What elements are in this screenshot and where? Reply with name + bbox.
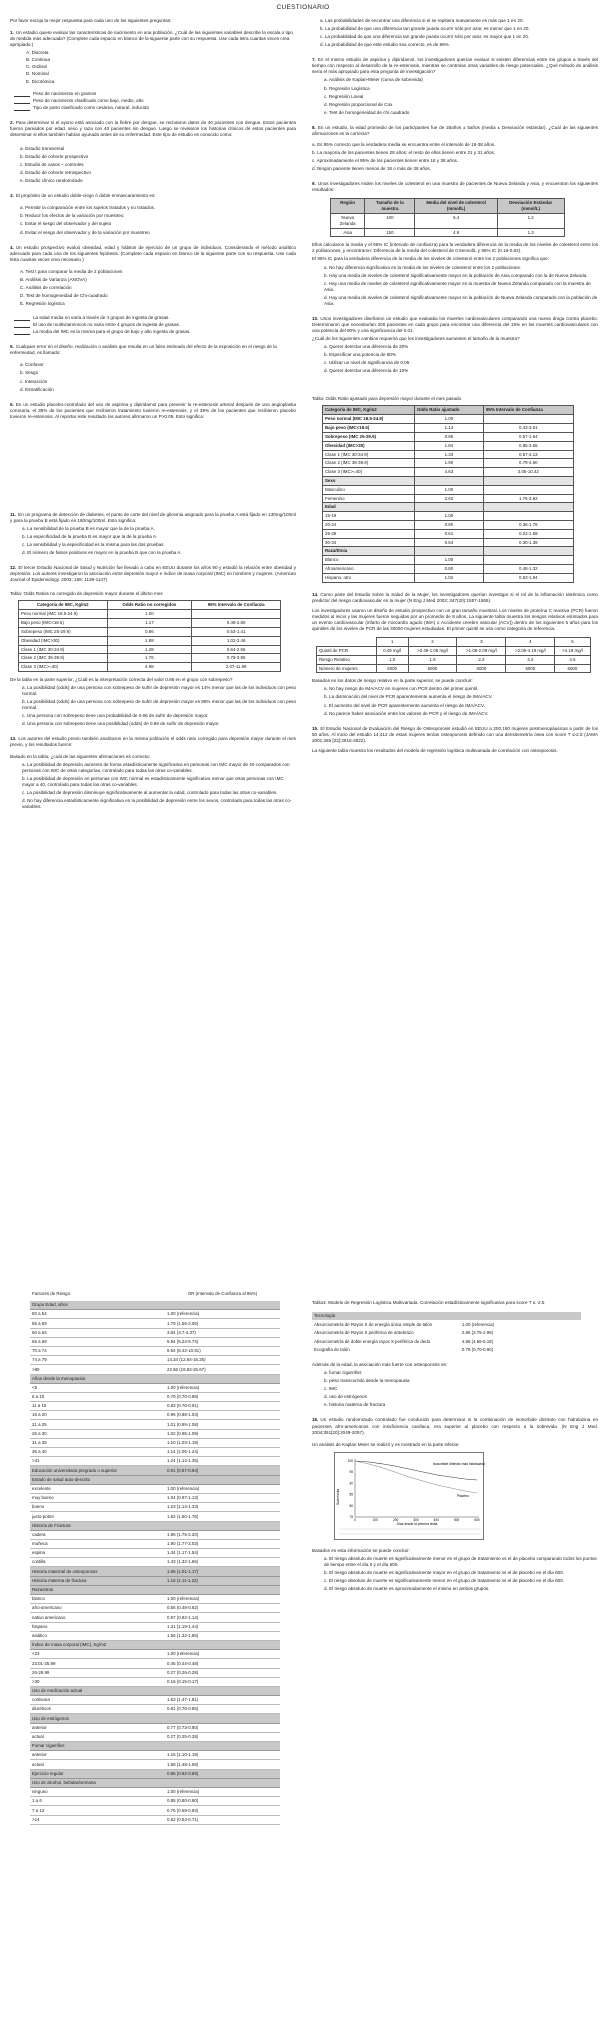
- answer-item: Tipo de parto clasificado como cesárea, natural, inducido: [14, 105, 296, 111]
- column-header: Factores de Riesgo: [32, 1291, 71, 1297]
- question-subtext: Basados en esta información se puede concluir:: [312, 1547, 410, 1553]
- table-row: blanco 1.00 (referencia): [30, 1595, 280, 1604]
- answer-option[interactable]: c. Hay una media de niveles de colesterol significativamente mayor en la muestra de Nueva Zelanda comparado con la muestra de Asia.: [324, 280, 591, 292]
- table-row: 26-29.99 0.27 (0.26-0.28): [30, 1668, 280, 1677]
- table-row: Quintil de PCR 0.49 mg/l >0.49-1.08 mg/l >1.08-2.09 mg/l >2.09-4.19 mg/l >4.19 mg/l: [317, 646, 591, 655]
- answer-option[interactable]: b. Sesgo: [20, 370, 39, 376]
- table-row: anterior 0.77 (0.73-0.80): [30, 1723, 280, 1732]
- table-row: Riesgo Relativo 1.0 1.8 2.3 3.2 4.5: [317, 655, 591, 664]
- table-row: Uso de estrógenos: [30, 1714, 280, 1723]
- table-row: Clase 1 (IMC 30-34.9) 1.28 0.64-2.56: [19, 645, 281, 654]
- table-row: <5 1.00 (referencia): [30, 1383, 280, 1392]
- table-row: Bajo peso (IMC<18.5) 1.13 0.43-3.01: [323, 424, 574, 433]
- answer-item: La media del IMC es la misma para el grupo de bajo y alto ingesta de grasas.: [14, 329, 296, 335]
- answer-blank[interactable]: [14, 320, 30, 321]
- question-3: 3. El propósito de un estudio doble-ciego ó doble enmascaramiento es: a. Permitir la comparación entre los sujetos tratados y no tratados. b. Reducir los efectos de la variación por muestreo. c. Evitar el sesgo del observador y del sujeto d. Evitar el sesgo del observador y de la variación por muestreo: [10, 193, 296, 235]
- answer-option[interactable]: b. La mayoría de los pacientes tienen 28 años; el resto de ellos tienen entre 21 y 31 años.: [312, 149, 496, 155]
- table-row: Grupo Edad, años: [30, 1301, 280, 1310]
- table-row: Fumar cigarrillos: [30, 1742, 280, 1751]
- question-text: El tercer Estudio Nacional de Salud y Nutrición fue llevado a cabo en EEUU durante los años 90 y estudió la relación entre obesidad y depresión. Los autores investigaron la asociación entre depresión mayor e índice de masa corporal (IMC) en hombres y mujeres. (American Journal of Epidemiology. 2003; 158: 1139-1147): [10, 565, 296, 583]
- left-column: [10, 18, 296, 813]
- right-column: [312, 18, 598, 757]
- question-text: En un estudio placebo-controlado del uso de aspirina y dipiridamol para prevenir la re-estenosis arterial después de una angioplastia coronaria, el 38% de los pacientes que recibieron tratamiento tuvieron re-estenosis, y el 39% de los pacientes que recibieron placebo tuvieron re-estenosis. Al reportar este resultado los autores afirmaron un P>0.05. Esto significa:: [10, 401, 296, 419]
- x-tick-label: 300: [413, 1517, 419, 1522]
- answer-option[interactable]: e. Test de homogeneidad de chi cuadrado: [324, 109, 410, 115]
- scale-option: A. Test t para comparar la media de 2 poblaciones: [20, 268, 123, 274]
- table-row: >30 0.16 (0.15-0.17): [30, 1677, 280, 1686]
- answer-option[interactable]: a. El riesgo absoluto de muerte es significativamente menor en el grupo de tratamiento vs el de placebo comparando todos los puntos de tiempo entre el día 0 y el día 600.: [324, 1555, 597, 1567]
- table-row: >80 22.56 (19.82-25.67): [30, 1365, 280, 1374]
- question-subtext: Basados en los datos de riesgo relativo en la parte superior, se puede concluir:: [312, 678, 473, 684]
- question-subtext: Los investigadores usaron un diseño de estudio prospectivo con un gran tamaño muestral. Los niveles de proteína C reactiva (PCR) fueron medidos al inicio y las mujeres fueron seguidas por un promedio de 8 años. La siguiente tabla muestra los riesgos relativos estimados para un evento cardiovascular (infarto de miocardio agudo (IMA) o Accidente cerebro vascular (ACV)) dentro de los siguientes 5 años para los quintiles de los niveles de PCR de las 30000 mujeres estudiadas. El primer quintil se usa como categoría de referencia.: [312, 607, 598, 631]
- table-row: muy bueno 1.04 (0.97-1.13): [30, 1493, 280, 1502]
- x-tick-label: 400: [433, 1517, 439, 1522]
- question-text: Unos investigadores diseñaron un estudio que evaluaba los muertes cardiovasculares comparando una nueva droga contra placebo. Determinaron que necesitarían 200 pacientes en cada grupo para encontrar una diferencia del 15% en los muertes cardiovasculares con una potencia del 90% y una significancia del 0.01.: [312, 315, 598, 333]
- question-1: [10, 30, 296, 111]
- table-caption: Tabla: Odds Ratios no corregido de depresión mayor durante el último mes: [10, 591, 163, 597]
- question-text: Unos investigadores miden los niveles de colesterol en una muestra de pacientes de Nueva Zelanda y Asia, y encuentran los siguientes resultados:: [312, 181, 598, 193]
- table-row: 36 a 40 1.14 (1.05-1.24): [30, 1448, 280, 1457]
- answer-option[interactable]: d. Ningún paciente tienen menos de 18 o más de 38 años.: [312, 166, 432, 172]
- question-text: Un estadio quiere evaluar las características de nacimiento en una población. ¿Cuál de las siguientes variables describe la escala o tipo de medida más adecuada? (Complete cada espacio en blanco de la siguiente parte con su respuesta. Use cada letra cuantas veces crea apropiado.): [10, 30, 293, 48]
- answer-option[interactable]: c. Estudio de casos – controles: [20, 162, 84, 168]
- question-text: Cualquier error en el diseño, realización o análisis que resulta en un falso estimado del efecto de la exposición en el riesgo de la enfermedad, es llamado:: [10, 344, 277, 356]
- table-row: Obesidad (IMC>30) 1.88 1.02-3.46: [19, 636, 281, 645]
- answer-blank[interactable]: [14, 110, 30, 111]
- answer-option[interactable]: a. Análisis de Kaplan-Meier (curva de sobrevida): [324, 77, 423, 83]
- table-row: Absorciometría de doble energía rayos X periférica de dedo 4.86 (4.56-5.18): [314, 1338, 494, 1344]
- table-row: Masculino 1.00: [323, 485, 574, 494]
- table-row: justo-pobre 1.62 (1.50-1.76): [30, 1512, 280, 1521]
- table-row: Historia materna de fractura 1.16 (1.11-1.22): [30, 1576, 280, 1585]
- answer-blank[interactable]: [14, 334, 30, 335]
- table-row: 21 a 25 1.01 (0.95-1.08): [30, 1420, 280, 1429]
- table-row: Uso de alcohol, bebidas/semana: [30, 1778, 280, 1787]
- x-tick-label: 500: [454, 1517, 460, 1522]
- table-row: 30-34 0.64 0.30-1.39: [323, 538, 574, 547]
- answer-option[interactable]: d. El número de falsos positivos es mayor en la prueba B que con la prueba A.: [22, 550, 182, 556]
- table-row: asiático 1.56 (1.32-1.85): [30, 1631, 280, 1640]
- instructions: Por favor escoja la mejor respuesta para cada uno de los siguientes preguntas:: [10, 18, 172, 23]
- answer-option[interactable]: d. Estratificación: [20, 386, 54, 392]
- table-row: 7 a 13 0.76 (0.69-0.83): [30, 1806, 280, 1815]
- question-13: 13. Los autores del estudio previo también analizaron en la misma población el odds ratio corregido para depresión mayor durante el mes previo, y los resultados fueron: Basado en la tabla, ¿cuál de las siguientes afirmaciones es correcta: a. La posibilidad de depresión aumento de forma estadísticamente significativa en personas con IMC mayor de 40 comparados con personas con IMC de otras categorías, controlado para todas las otras co-variables. b. La posibilidad de depresión en personas con IMC normal es estadísticamente significativo menor que otras personas con IMC mayor a 40, controlado para todas las otras co-variables. c. La posibilidad de depresión disminuye significativamente al aumentar la edad, controlado para todas las otras co-variables. d. No hay diferencia estadísticamente significativa en la posibilidad de depresión entre los sexos, controlado para todas las otras co-variables.: [10, 736, 296, 809]
- table-row: 25-29 0.61 0.22-1.69: [323, 529, 574, 538]
- question-subtext: De la tabla en la parte superior, ¿Cuál es la interpretación correcta del valor 0.86 en el grupo con sobrepeso?: [10, 676, 233, 682]
- answer-option[interactable]: a. Las probabilidades de encontrar una diferencia si el se repitiera nuevamente es más que 1 en 20.: [320, 18, 524, 23]
- question-text: En el mismo estudio de aspirina y dipiridamol, los investigadores querían evaluar si existen diferencias entre los grupos a través del tiempo con respecto al desarrollo de la re-estenosis, mientras se controlan otras variables de riesgo potenciales. ¿Qué método de análisis sería el más apropiado para esta pregunta de investigación?: [312, 57, 598, 75]
- cholesterol-table: Región Tamaño de la muestra Media del nivel de colesterol (mmol/L) Desviación Estándar (mmol/L) Nueva Zelanda 100 5.4 1.2 Asia 150 4.9 1.3: [330, 198, 565, 237]
- table-row: 55 a 59 1.79 (1.56-2.06): [30, 1319, 280, 1328]
- question-text: Un estudio prospectivo evaluó obesidad, edad y hábitos de ejercicio de un grupo de individuos. Considerando el método analítico adecuado para cada una de los siguientes hipótesis. (Complete cada espacio en blanco de la siguiente parte con su respuesta. Use cada letra cuantas veces crea necesario.): [10, 244, 296, 262]
- answer-option[interactable]: c. La sensibilidad y la especificidad es la misma para las dos pruebas.: [22, 542, 165, 548]
- kaplan-meier-chart: [334, 1452, 484, 1540]
- or-table-unadjusted: Categoría de IMC, Kg/m2 Odds Ratio no corregidos 95% Intervalo de Confianza Peso normal (IMC 18.5-24.9) 1.00 Bajo peso (IMC<18.5) 1.17 0.49-2.80 Sobrepeso (IMC 25-29.9) 0.86 0.53-1.41 Obesidad (IMC>30) 1.88 1.02-3.46 Clase 1 (IMC 30-34.9) 1.28 0.64-2.56 Clase 2 (IMC 35-39.9) 1.76 0.79-3.95 Clase 3 (IMC>=40) 4.98 2.07-11.99: [18, 600, 281, 672]
- or-table-adjusted: Categoría de IMC, Kg/m2 Odds Ratio ajustado 95% Intervalo de Confianza Peso normal (IMC 18.5-24.9) 1.00 Bajo peso (IMC<18.5) 1.13 0.43-3.01 Sobrepeso (IMC 25-29.9) 0.96 0.57-1.64 Obesidad (IMC>30) 1.84 0.85-3.55 Clase 1 (IMC 30-34.9) 1.33 0.57-3.13 Clase 2 (IMC 35-39.9) 1.90 0.79-4.60 Clase 3 (IMC>=40) 4.63 2.06-10.42 Sexo Masculino 1.00 Femenino 2.62 1.76-3.92 Edad 15-19 1.00 20-24 0.80 0.36-1.78 25-29 0.61 0.22-1.69 30-34 0.64 0.30-1.39 Raza/Etnia Blanco 1.00 Afroamericano 0.80 0.48-1.32 Hispano, otro 1.02 0.53-1.94: [322, 405, 574, 582]
- table-row: bueno 1.23 (1.14-1.33): [30, 1503, 280, 1512]
- table-row: actual 1.58 (1.48-1.68): [30, 1760, 280, 1769]
- answer-blank[interactable]: [14, 96, 30, 97]
- table-row: 60 a 64 3.84 (3.7-4.37): [30, 1328, 280, 1337]
- question-6: 6. En un estudio placebo-controlado del uso de aspirina y dipiridamol para prevenir la re-estenosis arterial después de una angioplastia coronaria, el 38% de los pacientes que recibieron tratamiento tuvieron re-estenosis, y el 39% de los pacientes que recibieron placebo tuvieron re-estenosis. Al reportar este resultado los autores afirmaron un P>0.05. Esto significa:: [10, 401, 296, 419]
- answer-option[interactable]: e. historia materna de fractura: [324, 1402, 386, 1408]
- scale-option: B. Continua: [26, 57, 51, 63]
- table-row: Número de mujeres 6000 6000 6000 6000 6000: [317, 664, 591, 673]
- question-subtext: Además de la edad, la asociación más fuerte con osteoporosis es:: [312, 1362, 448, 1368]
- risk-factors-block: [30, 1290, 280, 1825]
- question-5: 5. Cualquier error en el diseño, realización o análisis que resulta en un falso estimado del efecto de la exposición en el riesgo de la enfermedad, es llamado: a. Confusor b. Sesgo c. Interacción d. Estratificación: [10, 344, 296, 392]
- scale-option: A. Discreta: [26, 50, 49, 56]
- answer-option[interactable]: d. No hay diferencia estadísticamente significativa en la posibilidad de depresión entre los sexos, controlado para todas las otras co-variables.: [22, 797, 292, 809]
- answer-item: La edad media no varía a través de 4 grupos de ingesta de grasas.: [14, 315, 296, 321]
- question-subtext: Basado en la tabla, ¿cuál de las siguientes afirmaciones es correcta:: [10, 753, 150, 759]
- answer-option[interactable]: c. Interacción: [20, 378, 48, 384]
- answer-option[interactable]: b. El riesgo absoluto de muerte es significativamente mayor en el grupo de tratamiento vs el de placebo en el día 600.: [324, 1569, 565, 1575]
- table-row: Hispano, otro 1.02 0.53-1.94: [323, 573, 574, 582]
- answer-option[interactable]: b. Estudio de cohorte prospectivo: [20, 154, 89, 159]
- table-row: 15-19 1.00: [323, 512, 574, 521]
- answer-option[interactable]: d. Hay una media de niveles de colesterol significativamente mayor en la población de Nueva Zelanda comparado con la población de Asia.: [324, 294, 598, 306]
- answer-option[interactable]: c. Utilizar un nivel de significancia de 0.05: [324, 360, 410, 366]
- table-row: Sobrepeso (IMC 25-29.9) 0.86 0.53-1.41: [19, 627, 281, 636]
- table-row: Sobrepeso (IMC 25-29.9) 0.96 0.57-1.64: [323, 432, 574, 441]
- scale-options: [26, 50, 296, 84]
- table-row: Raza/Etnia: [323, 547, 574, 556]
- x-tick-label: 600: [474, 1517, 480, 1522]
- table-row: Estado de salud auto-descrito: [30, 1475, 280, 1484]
- table-row: 50 a 54 1.00 (referencia): [30, 1310, 280, 1319]
- table-row: 16 a 20 0.96 (0.88-1.03): [30, 1411, 280, 1420]
- answer-option[interactable]: c. La posibilidad de depresión disminuye significativamente al aumentar la edad, controlado para todas las otras co-variables.: [22, 789, 278, 795]
- question-text: Para determinar si el ayuno está asociado con la fiebre por dengue, se reclutaron datos de 40 pacientes con dengue. Estos pacientes fueron pareados por edad, sexo y raza con 40 pacientes sin dengue. Luego se revisaron los historias clínicos de estos pacientes para determinar si ellos también habían ayunado antes de su enfermedad. Este tipo de estudio es conocido como:: [10, 119, 296, 137]
- question-text: Como parte del Estudio sobre la Salud de la Mujer, los investigadores querían investigar si el rol de la inflamación sistémica como predictor del riesgo cardiovascular en la mujer (N Eng J Med 2002; 347(20):1557-1565).: [312, 591, 598, 603]
- question-text: El Estudio Nacional de Evaluación del Riesgo de Osteoporosis estudió en EEUU a 200,160 mujeres postmenopáusicas a partir de los 50 años. Al inicio del estudio 14,412 de estas mujeres tenían osteoporosis definido con una densitometría ósea con score T ≤-2.5 (JAMA 2001;286 [22]:2815-2822).: [312, 725, 598, 743]
- scale-option: D. Test de homogeneidad de Chi-cuadrado: [20, 292, 108, 298]
- table-row: 74 a 79 14.34 (12.64-16.26): [30, 1356, 280, 1365]
- table-row: espina 1.34 (1.17-1.54): [30, 1549, 280, 1558]
- table-row: ninguno 1.00 (referencia): [30, 1787, 280, 1796]
- answer-option[interactable]: b. La posibilidad (odds) de una persona con sobrepeso de sufrir de depresión mayor es 86% menor que las de los individuos con peso normal.: [22, 699, 297, 711]
- answer-option[interactable]: a. fumar cigarrillos: [324, 1370, 362, 1376]
- table-row: Afroamericano 0.80 0.48-1.32: [323, 565, 574, 574]
- answer-option[interactable]: b. peso transcurrido desde la menopausia: [324, 1378, 410, 1384]
- pcr-table: 1 2 3 4 5 Quintil de PCR 0.49 mg/l >0.49-1.08 mg/l >1.08-2.09 mg/l >2.09-4.19 mg/l >4.19 mg/l Riesgo Relativo 1.0 1.8 2.3 3.2 4.5 Número de mujeres 6000 6000 6000 6000 6000: [316, 637, 591, 673]
- table-row: hispano 1.31 (1.19-1.44): [30, 1622, 280, 1631]
- table-row: Clase 1 (IMC 30-34.9) 1.33 0.57-3.13: [323, 450, 574, 459]
- answer-option[interactable]: b. La especificidad de la prueba B es mayor que la de la prueba A.: [22, 534, 158, 539]
- answer-option[interactable]: c. Aproximadamente el 95% de los pacientes tienen entre 18 y 38 años.: [312, 158, 459, 163]
- question-subtext: La siguiente tabla muestra los resultados del modelo de regresión logística multivariada de correlación con osteoporosis.: [312, 747, 558, 753]
- answer-option[interactable]: c. Una persona con sobrepeso tiene una probabilidad de 0.86 de sufrir de depresión mayor.: [22, 713, 209, 719]
- question-text: En un programa de detección de diabetes, el punto de corte del nivel de glicemia asignado para la prueba A está fijado en 130mg/100ml y para la prueba B está fijado en 160mg/100ml. Esto significa:: [10, 511, 296, 523]
- table-row: Blanco 1.00: [323, 556, 574, 565]
- table-row: Uso de medicación actual: [30, 1686, 280, 1695]
- y-axis-label: Sobrevida: [336, 1488, 340, 1505]
- table-row: Raza/etnia: [30, 1585, 280, 1594]
- page-title: CUESTIONARIO: [276, 4, 330, 11]
- table-row: 70 a 74 9.54 (8.42-10.81): [30, 1346, 280, 1355]
- question-subtext: El 95% IC para la verdadera diferencia de la media de los niveles de colesterol entre los 2 poblaciones significa que:: [312, 256, 549, 262]
- question-text: El propósito de un estudio doble-ciego ó doble enmascaramiento es:: [15, 193, 156, 199]
- question-14: 14. Como parte del Estudio sobre la Salud de la Mujer, los investigadores querían investigar si el rol de la inflamación sistémica como predictor del riesgo cardiovascular en la mujer (N Eng J Med 2002; 347(20):1557-1565). Los investigadores usaron un diseño de estudio prospectivo con un gran tamaño muestral. Los niveles de proteína C reactiva (PCR) fueron medidos al inicio y las mujeres fueron seguidas por un promedio de 8 años. La siguiente tabla muestra los riesgos relativos estimados para un evento cardiovascular (infarto de miocardio agudo (IMA) o Accidente cerebro vascular (ACV)) dentro de los siguientes 5 años para los quintiles de los niveles de PCR de las 30000 mujeres estudiadas. El primer quintil se usa como categoría de referencia. 1 2 3 4 5 Quintil de PCR 0.49 mg/l >0.49-1.08 mg/l >1.08-2.09 mg/l >2.09-4.19 mg/l >4.19 mg/l Riesgo Relativo 1.0 1.8 2.3 3.2 4.5 Número de mujeres 6000 6000 6000 6000 6000 Basados en los datos de riesgo relativo en la parte superior, se puede concluir: a. No hay riesgo de IMA/ACV en mujeres con PCR dentro del primer quintil. b. La disminución del nivel de PCR aparentemente aumenta el riesgo de IMA/ACV. c. El aumento del nivel de PCR aparentemente aumenta el riesgo de IMA/ACV. d. No parece haber asociación entre los valores de PCR y el riesgo de IMA/ACV.: [312, 591, 598, 716]
- answer-option[interactable]: b. La disminución del nivel de PCR aparentemente aumenta el riesgo de IMA/ACV.: [324, 694, 493, 700]
- scale-option: E. Regresión logística: [20, 301, 65, 306]
- table-row: Peso normal (IMC 18.5-24.9) 1.00: [323, 415, 574, 424]
- question-2: 2. Para determinar si el ayuno está asociado con la fiebre por dengue, se reclutaron datos de 40 pacientes con dengue. Estos pacientes fueron pareados por edad, sexo y raza con 40 pacientes sin dengue. Luego se revisaron los historias clínicos de estos pacientes para determinar si ellos también habían ayunado antes de su enfermedad. Este tipo de estudio es conocido como: a. Estudio transversal b. Estudio de cohorte prospectivo c. Estudio de casos – controles d. Estudio de cohorte retrospectivo e. Estudio clínico randomizado: [10, 119, 296, 184]
- table-row: Educación universitaria pregrado o superior 0.91 (0.87-0.94): [30, 1466, 280, 1475]
- table-row: Obesidad (IMC>30) 1.84 0.85-3.55: [323, 441, 574, 450]
- table-row: Edad: [323, 503, 574, 512]
- y-tick-label: 80: [349, 1503, 353, 1508]
- answer-option[interactable]: b. Especificar una potencia de 80%: [324, 352, 397, 358]
- table-row: >14 0.62 (0.54-0.71): [30, 1815, 280, 1824]
- answer-option[interactable]: e. Estudio clínico randomizado: [20, 178, 83, 184]
- table-caption: Tabla: Odds Ratio ajustado para depresión mayor durante el mes pasado: [312, 396, 462, 402]
- answer-option[interactable]: b. Hay una media de niveles de colesterol significativamente mayor en la población de Asia comparado con la de Nueva Zelanda.: [324, 272, 588, 278]
- answer-option[interactable]: a. La posibilidad de depresión aumento de forma estadísticamente significativa en personas con IMC mayor de 40 comparados con personas con IMC de otras categorías, controlado para todas las otras co-variables.: [22, 761, 290, 773]
- answer-item: Peso de nacimiento clasificado como bajo, medio, alto: [14, 98, 296, 104]
- table-row: actual 0.27 (0.25-0.28): [30, 1732, 280, 1741]
- table-row: >41 1.24 (1.14-1.35): [30, 1457, 280, 1466]
- question-subtext: ¿Cuál de los siguientes cambios requerirá que los investigadores aumenten el tamaño de la muestra?: [312, 336, 520, 342]
- table-row: afro-americano 0.55 (0.48-0.62): [30, 1604, 280, 1613]
- answer-option[interactable]: d. No parece haber asociación entre los valores de PCR y el riesgo de IMA/ACV.: [324, 710, 489, 716]
- answer-option[interactable]: b. La probabilidad de que una diferencia tan grande pueda ocurrir sólo por azar, es menor que 1 en 20.: [320, 26, 530, 32]
- table-row: Años desde la menopausia: [30, 1374, 280, 1383]
- table-row: costilla 1.43 (1.32-1.56): [30, 1558, 280, 1567]
- column-header: OR (Intervalo de Confianza al 95%): [187, 1291, 258, 1297]
- table-row: excelente 1.00 (referencia): [30, 1484, 280, 1493]
- scale-option: C. Análisis de correlación: [20, 284, 72, 290]
- scale-option: C. Ordinal: [26, 64, 47, 70]
- answer-option[interactable]: a. Confusor: [20, 362, 44, 368]
- answer-option[interactable]: d. La probabilidad de que este estudio sea correcto, es de 95%.: [320, 42, 450, 48]
- answer-option[interactable]: a. Permitir la comparación entre los sujetos tratados y no tratados.: [20, 205, 156, 211]
- answer-option[interactable]: c. IMC: [324, 1386, 338, 1392]
- table-row: Asia 150 4.9 1.3: [331, 228, 565, 237]
- y-tick-label: 90: [349, 1481, 353, 1486]
- answer-option[interactable]: a. La sensibilidad de la prueba B es mayor que la de la prueba A.: [22, 525, 155, 531]
- answer-option[interactable]: a. La posibilidad (odds) de una persona con sobrepeso de sufrir de depresión mayor es 14% menor que las de los individuos con peso normal.: [22, 685, 297, 697]
- table-row: 6 a 10 0.79 (0.70-0.89): [30, 1392, 280, 1401]
- table-row: 1 a 6 0.85 (0.80-0.90): [30, 1797, 280, 1806]
- answer-option[interactable]: d. Regresión proporcional de Cox: [324, 101, 393, 107]
- technology-table: Tecnología Absorciometría de Rayos X de energía única simple de talón 1.00 (referencia) Absorciometría de Rayos X periférica de antebrazo 2.86 (2.75-2.99) Absorciometría de doble energía rayos X periférica de dedo 4.86 (4.56-5.18) Ecografía de talón 0.79 (0.70-0.90): [312, 1312, 581, 1354]
- answer-option[interactable]: b. La posibilidad de depresión en personas con IMC normal es estadísticamente significativo menor que otras personas con IMC mayor a 40, controlado para todas las otras co-variables.: [22, 775, 284, 787]
- table-row: anterior 1.16 (1.10-1.19): [30, 1751, 280, 1760]
- table-row: cadera 1.96 (1.75-2.20): [30, 1530, 280, 1539]
- table-row: Femenino 2.62 1.76-3.92: [323, 494, 574, 503]
- question-text: Los autores del estudio previo también analizaron en la misma población el odds ratio corregido para depresión mayor durante el mes previo, y los resultados fueron:: [10, 736, 296, 748]
- answer-option[interactable]: d. El riesgo absoluto de muerte es aproximadamente el mismo en ambos grupos.: [324, 1586, 490, 1592]
- answer-option[interactable]: b. Regresión Logística: [324, 85, 370, 91]
- scale-option: D. Nominal: [26, 71, 49, 77]
- table-row: Clase 2 (IMC 35-39.9) 1.76 0.79-3.95: [19, 654, 281, 663]
- answer-option[interactable]: a. Querer detectar una diferencia de 20%: [324, 344, 409, 350]
- question-number: 1.: [10, 30, 14, 36]
- answer-item: El uso de multivitamínicos no varía entre 4 grupos de ingesta de grasas.: [14, 322, 296, 328]
- answer-option[interactable]: c. El riesgo absoluto de muerte es significativamente menor en el grupo de tratamiento vs el de placebo en el día 600.: [324, 1577, 565, 1583]
- table-row: muñeca 1.90 (1.77-2.03): [30, 1539, 280, 1548]
- table-row: Nueva Zelanda 100 5.4 1.2: [331, 213, 565, 228]
- question-7: 7. En el mismo estudio de aspirina y dipiridamol, los investigadores querían evaluar si existen diferencias entre los grupos a través del tiempo con respecto al desarrollo de la re-estenosis, mientras se controlan otras variables de riesgo potenciales. ¿Qué método de análisis sería el más apropiado para esta pregunta de investigación? a. Análisis de Kaplan-Meier (curva de sobrevida) b. Regresión Logística c. Regresión Lineal d. Regresión proporcional de Cox e. Test de homogeneidad de chi cuadrado: [312, 57, 598, 115]
- legend-placebo: Placebo: [457, 1493, 469, 1498]
- table-row: nativo americano 0.97 (0.82-1.14): [30, 1613, 280, 1622]
- y-tick-label: 95: [349, 1469, 353, 1474]
- y-ticks: [348, 1459, 354, 1519]
- x-axis-label: Días desde la primera visita: [396, 1521, 438, 1526]
- question-subtext: Ellos calcularon la media y el 95% IC (intervalo de confianza) para la verdadera diferencia de la media de los niveles de colesterol entre los 2 poblaciones, y encontraron: Diferencia de la media del colesterol de 0.5mmol/L y 95% IC (0.18-0.82).: [312, 242, 598, 254]
- table-row: 65 a 69 5.94 (5.24-6.74): [30, 1337, 280, 1346]
- table-row: diuréticos 0.81 (0.76-0.85): [30, 1705, 280, 1714]
- risk-factors-table: [30, 1290, 280, 1825]
- table-row: Absorciometría de Rayos X de energía única simple de talón 1.00 (referencia): [314, 1321, 495, 1327]
- question-4: 4. Un estudio prospectivo evaluó obesidad, edad y hábitos de ejercicio de un grupo de individuos. Considerando el método analítico adecuado para cada una de los siguientes hipótesis. (Complete cada espacio en blanco de la siguiente parte con su respuesta. Use cada letra cuantas veces crea necesario.) A. Test t para comparar la media de 2 poblaciones B. Análisis de Varianza (ANOVA) C. Análisis de correlación D. Test de homogeneidad de Chi-cuadrado E. Regresión logística La edad media no varía a través de 4 grupos de ingesta de grasas. El uso de multivitamínicos no varía entre 4 grupos de ingesta de grasas. La media del IMC es la misma para el grupo de bajo y alto ingesta de grasas.: [10, 244, 296, 335]
- answer-option[interactable]: c. El aumento del nivel de PCR aparentemente aumenta el riesgo de IMA/ACV.: [324, 702, 485, 708]
- table-row: cortisona 1.63 (1.47-1.81): [30, 1696, 280, 1705]
- bottom-right-block: [312, 1290, 598, 1595]
- table-row: Historia de Fractura: [30, 1521, 280, 1530]
- x-tick-label: 0: [354, 1517, 356, 1522]
- answer-option[interactable]: d. Querer detectar una diferencia de 10%: [324, 368, 409, 374]
- table-row: Absorciometría de Rayos X periférica de antebrazo 2.86 (2.75-2.99): [314, 1330, 494, 1336]
- answer-option[interactable]: c. La probabilidad de que una diferencia tan grande pueda ocurrir sólo por azar, es mayor que 1 en 20.: [320, 34, 530, 40]
- kaplan-meier-svg: [335, 1453, 485, 1541]
- table-row: Clase 3 (IMC>=40) 4.98 2.07-11.99: [19, 663, 281, 672]
- answer-option[interactable]: d. Estudio de cohorte retrospectivo: [20, 170, 91, 176]
- answer-option[interactable]: c. Evitar el sesgo del observador y del sujeto: [20, 221, 112, 227]
- answer-option[interactable]: a. Es 95% correcto que la verdadera media se encuentra entre el intervalo de 18-38 años.: [312, 141, 496, 147]
- question-text: Un estudio randomizado controlado fue conducido para determinar si la combinación de isosorbide dinitrato con hidralazina en pacientes afro-americanos con insuficiencia cardíaca, era superior al placebo con respecto a la sobrevida. (N Eng J Med. 2004;351[20]:2049-2057).: [312, 1417, 598, 1435]
- question-8: 8. En un estudio, la edad promedio de los participantes fue de 28años ± 5años (media ± Desviación estándar). ¿Cuál de las siguientes afirmaciones es la correcta? a. Es 95% correcto que la verdadera media se encuentra entre el intervalo de 18-38 años. b. La mayoría de los pacientes tienen 28 años; el resto de ellos tienen entre 21 y 31 años. c. Aproximadamente el 95% de los pacientes tienen entre 18 y 38 años. d. Ningún paciente tienen menos de 18 o más de 38 años.: [312, 124, 598, 172]
- table-row: 31 a 35 1.10 (1.03-1.19): [30, 1438, 280, 1447]
- question-subtext: Un análisis de Kaplan Meier se realizó y es mostrado en la parte inferior.: [312, 1441, 460, 1447]
- question-9: 9. Unos investigadores miden los niveles de colesterol en una muestra de pacientes de Nueva Zelanda y Asia, y encuentran los siguientes resultados: Región Tamaño de la muestra Media del nivel de colesterol (mmol/L) Desviación Estándar (mmol/L) Nueva Zelanda 100 5.4 1.2 Asia 150 4.9 1.3 Ellos calcularon la media y el 95% IC (intervalo de confianza) para la verdadera diferencia de la media de los niveles de colesterol entre los 2 poblaciones, y encontraron: Diferencia de la media del colesterol de 0.5mmol/L y 95% IC (0.18-0.82). El 95% IC para la verdadera diferencia de la media de los niveles de colesterol entre los 2 poblaciones significa que: a. No hay diferencia significativa en la media de los niveles de colesterol entre los 2 poblaciones. b. Hay una media de niveles de colesterol significativamente mayor en la población de Asia comparado con la de Nueva Zelanda. c. Hay una media de niveles de colesterol significativamente mayor en la muestra de Nueva Zelanda comparado con la muestra de Asia. d. Hay una media de niveles de colesterol significativamente mayor en la población de Nueva Zelanda comparado con la población de Asia.: [312, 181, 598, 306]
- table-row: 23.01-25.99 0.46 (0.44-0.48): [30, 1659, 280, 1668]
- table-row: Clase 3 (IMC>=40) 4.63 2.06-10.42: [323, 468, 574, 477]
- answer-option[interactable]: c. Regresión Lineal: [324, 93, 364, 99]
- answer-option[interactable]: a. No hay riesgo de IMA/ACV en mujeres con PCR dentro del primer quintil.: [324, 686, 479, 692]
- scale-option: E. Dicotómica: [26, 78, 55, 84]
- question-15: 15. El Estudio Nacional de Evaluación del Riesgo de Osteoporosis estudió en EEUU a 200,160 mujeres postmenopáusicas a partir de los 50 años. Al inicio del estudio 14,412 de estas mujeres tenían osteoporosis definido con una densitometría ósea con score T ≤-2.5 (JAMA 2001;286 [22]:2815-2822). La siguiente tabla muestra los resultados del modelo de regresión logística multivariada de correlación con osteoporosis.: [312, 725, 598, 753]
- answer-blank[interactable]: [14, 103, 30, 104]
- answer-blank[interactable]: [14, 327, 30, 328]
- legend-treatment: Isosorbide dinitrato más hidralazina: [433, 1461, 485, 1466]
- answer-option[interactable]: a. Estudio transversal: [20, 145, 65, 151]
- question-10: 10. Unos investigadores diseñaron un estudio que evaluaba los muertes cardiovasculares comparando una nueva droga contra placebo. Determinaron que necesitarían 200 pacientes en cada grupo para encontrar una diferencia del 15% en los muertes cardiovasculares con una potencia del 90% y una significancia del 0.01. ¿Cuál de los siguientes cambios requerirá que los investigadores aumenten el tamaño de la muestra? a. Querer detectar una diferencia de 20% b. Especificar una potencia de 80% c. Utilizar un nivel de significancia de 0.05 d. Querer detectar una diferencia de 10%: [312, 315, 598, 374]
- question-12: 12. El tercer Estudio Nacional de Salud y Nutrición fue llevado a cabo en EEUU durante los años 90 y estudió la relación entre obesidad y depresión. Los autores investigaron la asociación entre depresión mayor e índice de masa corporal (IMC) en hombres y mujeres. (American Journal of Epidemiology. 2003; 158: 1139-1147) Tabla: Odds Ratios no corregido de depresión mayor durante el último mes Categoría de IMC, Kg/m2 Odds Ratio no corregidos 95% Intervalo de Confianza Peso normal (IMC 18.5-24.9) 1.00 Bajo peso (IMC<18.5) 1.17 0.49-2.80 Sobrepeso (IMC 25-29.9) 0.86 0.53-1.41 Obesidad (IMC>30) 1.88 1.02-3.46 Clase 1 (IMC 30-34.9) 1.28 0.64-2.56 Clase 2 (IMC 35-39.9) 1.76 0.79-3.95 Clase 3 (IMC>=40) 4.98 2.07-11.99 De la tabla en la parte superior, ¿Cuál es la interpretación correcta del valor 0.86 en el grupo con sobrepeso? a. La posibilidad (odds) de una persona con sobrepeso de sufrir de depresión mayor es 14% menor que las de los individuos con peso normal. b. La posibilidad (odds) de una persona con sobrepeso de sufrir de depresión mayor es 86% menor que las de los individuos con peso normal. c. Una persona con sobrepeso tiene una probabilidad de 0.86 de sufrir de depresión mayor. d. Una persona con sobrepeso tiene una posibilidad (odds) de 0.86 de sufrir de depresión mayor.: [10, 565, 297, 727]
- table-row: 11 a 15 0.83 (0.76-0.91): [30, 1402, 280, 1411]
- question-text: En un estudio, la edad promedio de los participantes fue de 28años ± 5años (media ± Desviación estándar). ¿Cuál de las siguientes afirmaciones es la correcta?: [312, 124, 598, 136]
- table-row: Sexo: [323, 476, 574, 485]
- answer-option[interactable]: b. Reducir los efectos de la variación por muestreo.: [20, 213, 125, 219]
- table-row: <23 1.00 (referencia): [30, 1650, 280, 1659]
- table-row: Ecografía de talón 0.79 (0.70-0.90): [314, 1346, 494, 1352]
- table-row: Ejercicio regular 0.86 (0.82-0.89): [30, 1769, 280, 1778]
- table-row: Peso normal (IMC 18.5-24.9) 1.00: [19, 610, 281, 619]
- table-row: Bajo peso (IMC<18.5) 1.17 0.49-2.80: [19, 619, 281, 628]
- x-tick-label: 200: [393, 1517, 399, 1522]
- question-11: 11. En un programa de detección de diabetes, el punto de corte del nivel de glicemia asignado para la prueba A está fijado en 130mg/100ml y para la prueba B está fijado en 160mg/100ml. Esto significa: a. La sensibilidad de la prueba B es mayor que la de la prueba A. b. La especificidad de la prueba B es mayor que la de la prueba A. c. La sensibilidad y la especificidad es la misma para las dos pruebas. d. El número de falsos positivos es mayor en la prueba B que con la prueba A.: [10, 511, 296, 556]
- table-row: Historia maternal de osteoporosis 1.08 (1.01-1.17): [30, 1567, 280, 1576]
- table-row: Índice de masa corporal (IMC), Kg/m2: [30, 1640, 280, 1649]
- table-row: 26 a 30 1.02 (0.95-1.09): [30, 1429, 280, 1438]
- y-tick-label: 85: [349, 1492, 353, 1497]
- x-tick-label: 100: [372, 1517, 378, 1522]
- answer-option[interactable]: d. Una persona con sobrepeso tiene una posibilidad (odds) de 0.86 de sufrir de depresión mayor.: [22, 721, 220, 727]
- answer-item: Peso de nacimiento en gramos: [14, 91, 296, 97]
- answer-option[interactable]: d. uso de estrógenos: [324, 1394, 367, 1400]
- y-tick-label: 75: [349, 1514, 353, 1519]
- y-tick-label: 100: [347, 1458, 353, 1463]
- answer-option[interactable]: d. Evitar el sesgo del observador y de la variación por muestreo: [20, 229, 150, 235]
- answer-option[interactable]: a. No hay diferencia significativa en la media de los niveles de colesterol entre los 2 poblaciones.: [324, 264, 522, 270]
- table-row: Clase 2 (IMC 35-39.9) 1.90 0.79-4.60: [323, 459, 574, 468]
- scale-option: B. Análisis de Varianza (ANOVA): [20, 276, 87, 282]
- table-caption: Tabla3. Modelo de Regresión Logística Multivariada. Correlación estadísticamente significativa para score T ≤ -2.5: [312, 1300, 545, 1305]
- table-row: 20-24 0.80 0.36-1.78: [323, 521, 574, 530]
- question-16: 16. Un estudio randomizado controlado fue conducido para determinar si la combinación de isosorbide dinitrato con hidralazina en pacientes afro-americanos con insuficiencia cardíaca, era superior al placebo con respecto a la sobrevida. (N Eng J Med. 2004;351[20]:2049-2057). Un análisis de Kaplan Meier se realizó y es mostrado en la parte inferior. Sobrevida 100 95 90 85 80 75 0 100 200 300 400 500 600 Isosorbide dinitrato más hidralazina Placebo Días desde la primera visita Basados en esta información se puede concluir: a. El riesgo absoluto de muerte es significativamente menor en el grupo de tratamiento vs el de placebo comparando todos los puntos de tiempo entre el día 0 y el día 600. b. El riesgo absoluto de muerte es significativamente mayor en el grupo de tratamiento vs el de placebo en el día 600. c. El riesgo absoluto de muerte es significativamente menor en el grupo de tratamiento vs el de placebo en el día 600. d. El riesgo absoluto de muerte es aproximadamente el mismo en ambos grupos.: [312, 1417, 598, 1592]
